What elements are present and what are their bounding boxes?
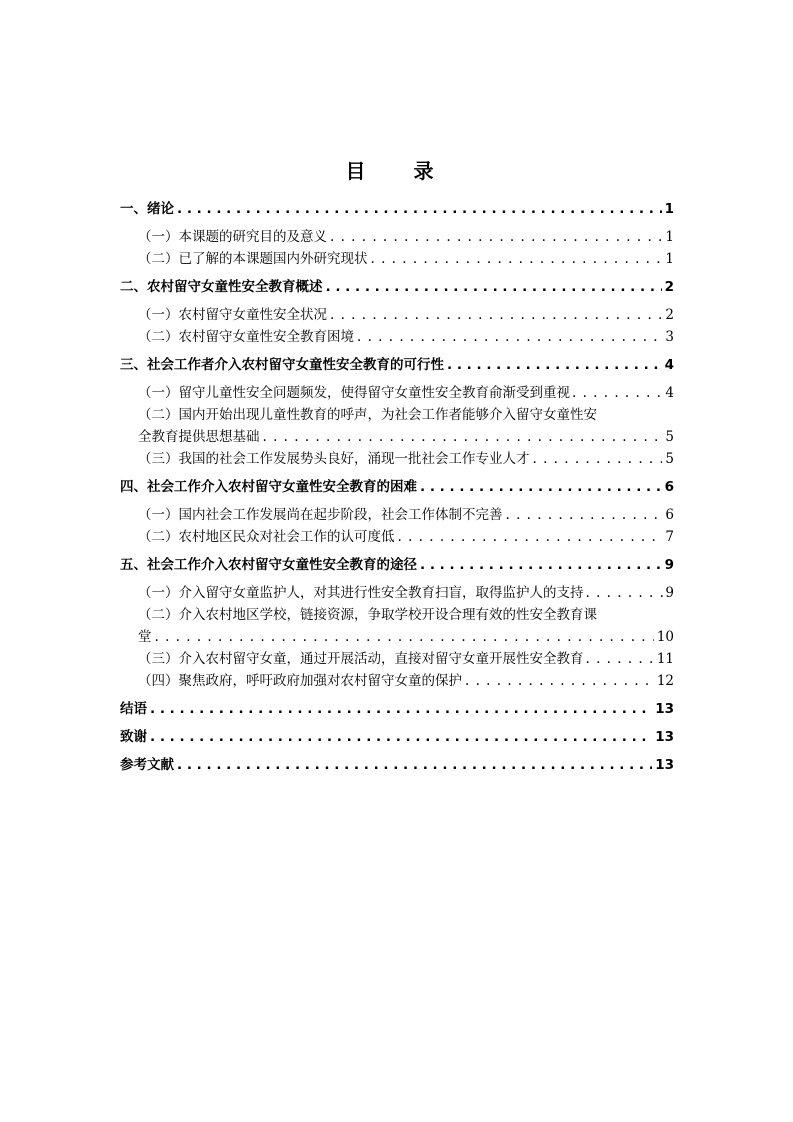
- dot-leader: [330, 226, 662, 248]
- dot-leader: [398, 526, 663, 548]
- toc-entry-section-4-1[interactable]: [120, 504, 674, 526]
- toc-entry-section-3-2[interactable]: [120, 404, 674, 448]
- toc-entry-section-3-1[interactable]: [120, 382, 674, 404]
- dot-leader: [447, 354, 662, 376]
- toc-entry-text: 参考文献: [120, 757, 174, 773]
- dot-leader: [177, 198, 662, 220]
- toc-page-number: 2: [664, 279, 674, 295]
- dot-leader: [586, 648, 655, 670]
- toc-page-number: 11: [656, 651, 674, 667]
- toc-entry-section-5-3[interactable]: [120, 648, 674, 670]
- toc-page-number: 10: [656, 629, 674, 645]
- dot-leader: [572, 382, 663, 404]
- toc-entry-section-5-1[interactable]: [120, 582, 674, 604]
- dot-leader: [155, 626, 654, 648]
- toc-entry-text: 四、社会工作介入农村留守女童性安全教育的困难: [120, 479, 417, 495]
- toc-page-number: 13: [655, 757, 674, 773]
- toc-page-number: 6: [665, 507, 674, 523]
- toc-entry-text: （四）聚焦政府，呼吁政府加强对农村留守女童的保护: [138, 673, 462, 689]
- toc-page-number: 13: [655, 729, 674, 745]
- toc-page-number: 4: [664, 357, 674, 373]
- toc-page-number: 2: [665, 307, 674, 323]
- toc-entry-text: 一、绪论: [120, 201, 174, 217]
- toc-entry-text-line-1: （二）介入农村地区学校，链接资源，争取学校开设合理有效的性安全教育课: [138, 607, 597, 623]
- toc-page-number: 1: [664, 201, 674, 217]
- toc-entry-text: （一）介入留守女童监护人，对其进行性安全教育扫盲，取得监护人的支持: [138, 585, 584, 601]
- toc-entry-text: （三）介入农村留守女童，通过开展活动，直接对留守女童开展性安全教育: [138, 651, 584, 667]
- toc-entry-text: 三、社会工作者介入农村留守女童性安全教育的可行性: [120, 357, 444, 373]
- toc-entry-acknowledgements[interactable]: [120, 726, 674, 748]
- toc-entry-section-2-1[interactable]: [120, 304, 674, 326]
- toc-entry-chapter-5[interactable]: [120, 554, 674, 576]
- toc-entry-chapter-1[interactable]: [120, 198, 674, 220]
- toc-page-number: 9: [665, 585, 674, 601]
- toc-entry-text: （一）国内社会工作发展尚在起步阶段，社会工作体制不完善: [138, 507, 503, 523]
- toc-entry-chapter-4[interactable]: [120, 476, 674, 498]
- toc-entry-text-line-2: 堂: [138, 629, 152, 645]
- table-of-contents: [120, 198, 674, 776]
- dot-leader: [506, 504, 663, 526]
- toc-entry-references[interactable]: [120, 754, 674, 776]
- toc-page-number: 9: [664, 557, 674, 573]
- toc-page-number: 6: [664, 479, 674, 495]
- dot-leader: [465, 670, 654, 692]
- toc-entry-text-line-1: （二）国内开始出现儿童性教育的呼声，为社会工作者能够介入留守女童性安: [138, 407, 597, 423]
- toc-page-number: 4: [665, 385, 674, 401]
- toc-entry-text: （一）留守儿童性安全问题频发，使得留守女童性安全教育俞渐受到重视: [138, 385, 570, 401]
- toc-page-number: 7: [665, 529, 674, 545]
- toc-page-number: 12: [656, 673, 674, 689]
- dot-leader: [177, 754, 652, 776]
- dot-leader: [371, 248, 663, 270]
- toc-entry-text: 五、社会工作介入农村留守女童性安全教育的途径: [120, 557, 417, 573]
- dot-leader: [326, 276, 662, 298]
- toc-entry-text: （二）已了解的本课题国内外研究现状: [138, 251, 368, 267]
- toc-entry-text-line-2: 全教育提供思想基础: [138, 429, 260, 445]
- dot-leader: [150, 726, 652, 748]
- toc-entry-text: （一）本课题的研究目的及意义: [138, 229, 327, 245]
- dot-leader: [586, 582, 664, 604]
- toc-entry-section-5-4[interactable]: [120, 670, 674, 692]
- toc-title: 目 录: [345, 159, 448, 183]
- toc-page-number: 13: [655, 701, 674, 717]
- dot-leader: [533, 448, 663, 470]
- toc-entry-section-5-2[interactable]: [120, 604, 674, 648]
- toc-entry-text: 结语: [120, 701, 147, 717]
- dot-leader: [330, 304, 662, 326]
- toc-entry-section-1-2[interactable]: [120, 248, 674, 270]
- dot-leader: [150, 698, 652, 720]
- toc-page-number: 3: [665, 329, 674, 345]
- toc-page-number: 5: [665, 451, 674, 467]
- toc-entry-chapter-2[interactable]: [120, 276, 674, 298]
- toc-page-number: 5: [665, 429, 674, 445]
- toc-entry-chapter-3[interactable]: [120, 354, 674, 376]
- dot-leader: [357, 326, 662, 348]
- toc-entry-text: （一）农村留守女童性安全状况: [138, 307, 327, 323]
- toc-entry-section-1-1[interactable]: [120, 226, 674, 248]
- toc-entry-section-2-2[interactable]: [120, 326, 674, 348]
- toc-entry-text: （二）农村地区民众对社会工作的认可度低: [138, 529, 395, 545]
- toc-entry-text: （二）农村留守女童性安全教育困境: [138, 329, 354, 345]
- toc-entry-text: （三）我国的社会工作发展势头良好，涌现一批社会工作专业人才: [138, 451, 530, 467]
- toc-entry-text: 致谢: [120, 729, 147, 745]
- toc-entry-section-4-2[interactable]: [120, 526, 674, 548]
- dot-leader: [420, 554, 662, 576]
- toc-page-number: 1: [665, 229, 674, 245]
- dot-leader: [263, 426, 663, 448]
- dot-leader: [420, 476, 662, 498]
- toc-entry-text: 二、农村留守女童性安全教育概述: [120, 279, 323, 295]
- toc-page-number: 1: [665, 251, 674, 267]
- toc-entry-conclusion[interactable]: [120, 698, 674, 720]
- toc-entry-section-3-3[interactable]: [120, 448, 674, 470]
